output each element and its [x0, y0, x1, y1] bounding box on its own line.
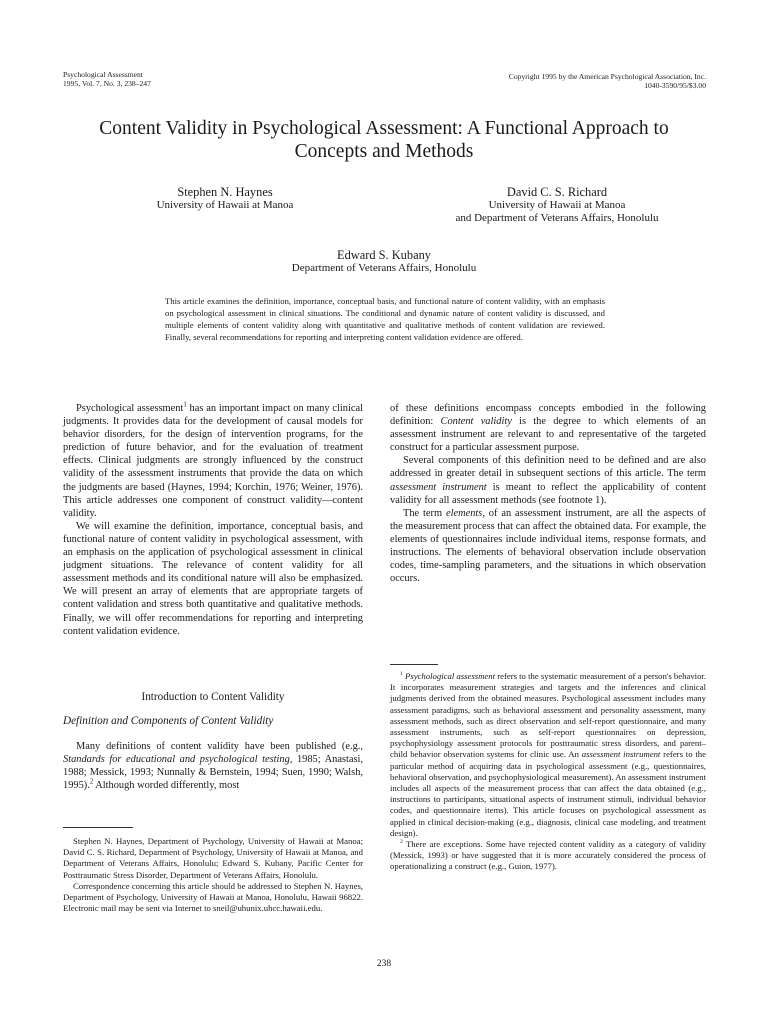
author-block-2	[405, 185, 709, 224]
italic-text: Psychological assessment	[405, 671, 496, 681]
footnote-divider	[390, 664, 438, 665]
section-heading: Introduction to Content Validity	[141, 691, 285, 703]
italic-text: assessment instrument	[581, 749, 661, 760]
paragraph	[63, 740, 363, 792]
text-run: Although worded differently, most	[93, 780, 240, 792]
text-run: There are exceptions. Some have rejected content validity as a category of validity (Messick, 1993) or have suggested that it is more accurately considered the process of operationalizing a construct (e.g., Guion, 1977).	[390, 839, 706, 872]
article-title	[40, 117, 728, 163]
italic-text: assessment instrument	[390, 481, 487, 493]
author-name: David C. S. Richard	[506, 185, 608, 199]
footnote-divider	[63, 827, 133, 828]
copyright-line: Copyright 1995 by the American Psychological Association, Inc.	[508, 72, 706, 81]
text-run: has an important impact on many clinical judgments. It provides data for the development of causal models for behavior disorders, for the design of intervention programs, for the prediction of future behavior, and for the evaluation of treatment effects. Clinical judgments are strongly influenced by the construct validity of the assessment instruments that provide the data on which the judgments are based (Haynes, 1994; Korchin, 1976; Weiner, 1976). This article addresses one component of construct validity—content validity.	[63, 403, 363, 519]
author-note: Stephen N. Haynes, Department of Psychology, University of Hawaii at Manoa; David C. S. Richard, Department of Psychology, University of Hawaii at Manoa, and Department of Veterans Affairs, Honolulu; Edward S. Kubany, Pacific Center for Posttraumatic Stress Disorder, Department of Veterans Affairs, Honolulu.	[63, 836, 363, 880]
copyright-meta	[430, 72, 706, 90]
article-code: 1040-3590/95/$3.00	[644, 81, 706, 90]
text-run: Psychological assessment	[76, 403, 184, 414]
footnote-marker: 1	[183, 401, 187, 409]
text-run: 1985; Anastasi, 1988; Messick, 1993; Nunnally & Bernstein, 1994; Suen, 1990; Walsh, 1995).	[63, 754, 363, 792]
author-block-3	[200, 248, 568, 275]
left-column-body	[63, 402, 363, 638]
journal-meta	[63, 70, 263, 88]
abstract: This article examines the definition, importance, conceptual basis, and functional nature of content validity, with an emphasis on psychological assessment in clinical situations. The conditional and dynamic nature of content validity is discussed, and multiple elements of content validity along with quantitative and qualitative methods of content validation are reviewed. Finally, several recommendations for reporting and interpreting content validation evidence are offered.	[165, 296, 605, 342]
author-name: Stephen N. Haynes	[177, 185, 273, 199]
text-run: The term	[403, 507, 446, 519]
journal-name: Psychological Assessment	[63, 70, 143, 79]
footnote-2	[390, 839, 706, 873]
text-run: is meant to reflect the applicability of content validity for all assessment methods (see footnote 1).	[390, 481, 706, 506]
footnote-marker: 2	[400, 839, 403, 846]
paragraph	[390, 507, 706, 586]
paragraph	[390, 402, 706, 454]
author-notes	[63, 836, 363, 914]
text-run: of an assessment instrument, are all the aspects of the measurement process that can affect the obtained data. For example, the elements of questionnaires include individual items, response formats, and instructions. The elements of behavioral observation include observation codes, time-sampling parameters, and the situations in which observation occurs.	[390, 507, 706, 585]
text-run: Many definitions of content validity have been published (e.g.,	[76, 741, 363, 752]
footnote-1	[390, 671, 706, 839]
title-line-1: Content Validity in Psychological Assessment: A Functional Approach to	[99, 118, 669, 139]
author-block-1	[120, 185, 330, 212]
author-affiliation: University of Hawaii at Manoa	[156, 199, 294, 211]
title-line-2: Concepts and Methods	[294, 141, 474, 162]
author-affiliation: University of Hawaii at Manoa	[488, 199, 626, 211]
subsection-heading: Definition and Components of Content Validity	[63, 715, 274, 727]
paragraph	[390, 454, 706, 506]
footnote-marker: 2	[89, 778, 94, 786]
correspondence-note: Correspondence concerning this article should be addressed to Stephen N. Haynes, Department of Psychology, University of Hawaii at Manoa, Honolulu, Hawaii 96822. Electronic mail may be sent via Internet to sneil@uhunix.uhcc.hawaii.edu.	[63, 880, 363, 914]
footnotes	[390, 671, 706, 873]
left-column-body-2	[63, 740, 363, 792]
author-name: Edward S. Kubany	[337, 248, 431, 262]
text-run: of these definitions encompass concepts embodied in the following definition:	[390, 403, 706, 428]
author-affiliation: Department of Veterans Affairs, Honolulu	[291, 262, 477, 274]
text-run: refers to the systematic measurement of a person's behavior. It incorporates measurement strategies and targets and the inferences and clinical judgments derived from the obtained measures. Psychological assessment includes many assessment paradigms, such as behavioral assessment and personality assessment, many assessment methods, such as direct observation and self-report questionnaire, and many assessment instruments, such as self-report questionnaires on depression, psychophysiology assessment protocols for posttraumatic stress disorders, and parent–child behavior observation systems for clinic use. An	[390, 671, 707, 760]
journal-issue: 1995, Vol. 7, No. 3, 238–247	[63, 79, 151, 88]
italic-text: Standards for educational and psychological testing,	[63, 754, 293, 766]
right-column-body	[390, 402, 706, 585]
page-number: 238	[376, 959, 392, 969]
italic-text: elements,	[445, 507, 485, 519]
italic-text: Content validity	[440, 416, 512, 428]
footnote-marker: 1	[400, 671, 403, 678]
text-run: refers to the particular method of acquiring data in psychological assessment (e.g., questionnaires, behavioral observation, and psychophysiological measurement). An assessment instrument includes all aspects of the measurement process that can affect the data obtained (e.g., instructions to participants, situational aspects of instrument stimuli, individual behavior codes, and questionnaire items). This article focuses on psychological assessment as applied in clinical decision-making (e.g., diagnosis, clinical case modeling, and treatment design).	[390, 749, 706, 838]
paragraph: We will examine the definition, importance, conceptual basis, and functional nature of content validity in psychological assessment, with an emphasis on the application of psychological assessment in clinical judgment situations. The relevance of content validity for all assessment methods and its conditional nature will also be emphasized. We will present an array of elements that are appropriate targets of content validation and stress both quantitative and qualitative methods. Finally, we will offer recommendations for reporting and interpreting content validation evidence.	[63, 520, 363, 637]
text-run: is the degree to which elements of an assessment instrument are relevant to and representative of the targeted construct for a particular assessment purpose.	[390, 416, 706, 454]
paragraph	[63, 402, 363, 520]
text-run: Several components of this definition need to be defined and are also addressed in greater detail in subsequent sections of this article. The term	[390, 455, 706, 480]
author-affiliation-2: and Department of Veterans Affairs, Honolulu	[455, 211, 659, 224]
